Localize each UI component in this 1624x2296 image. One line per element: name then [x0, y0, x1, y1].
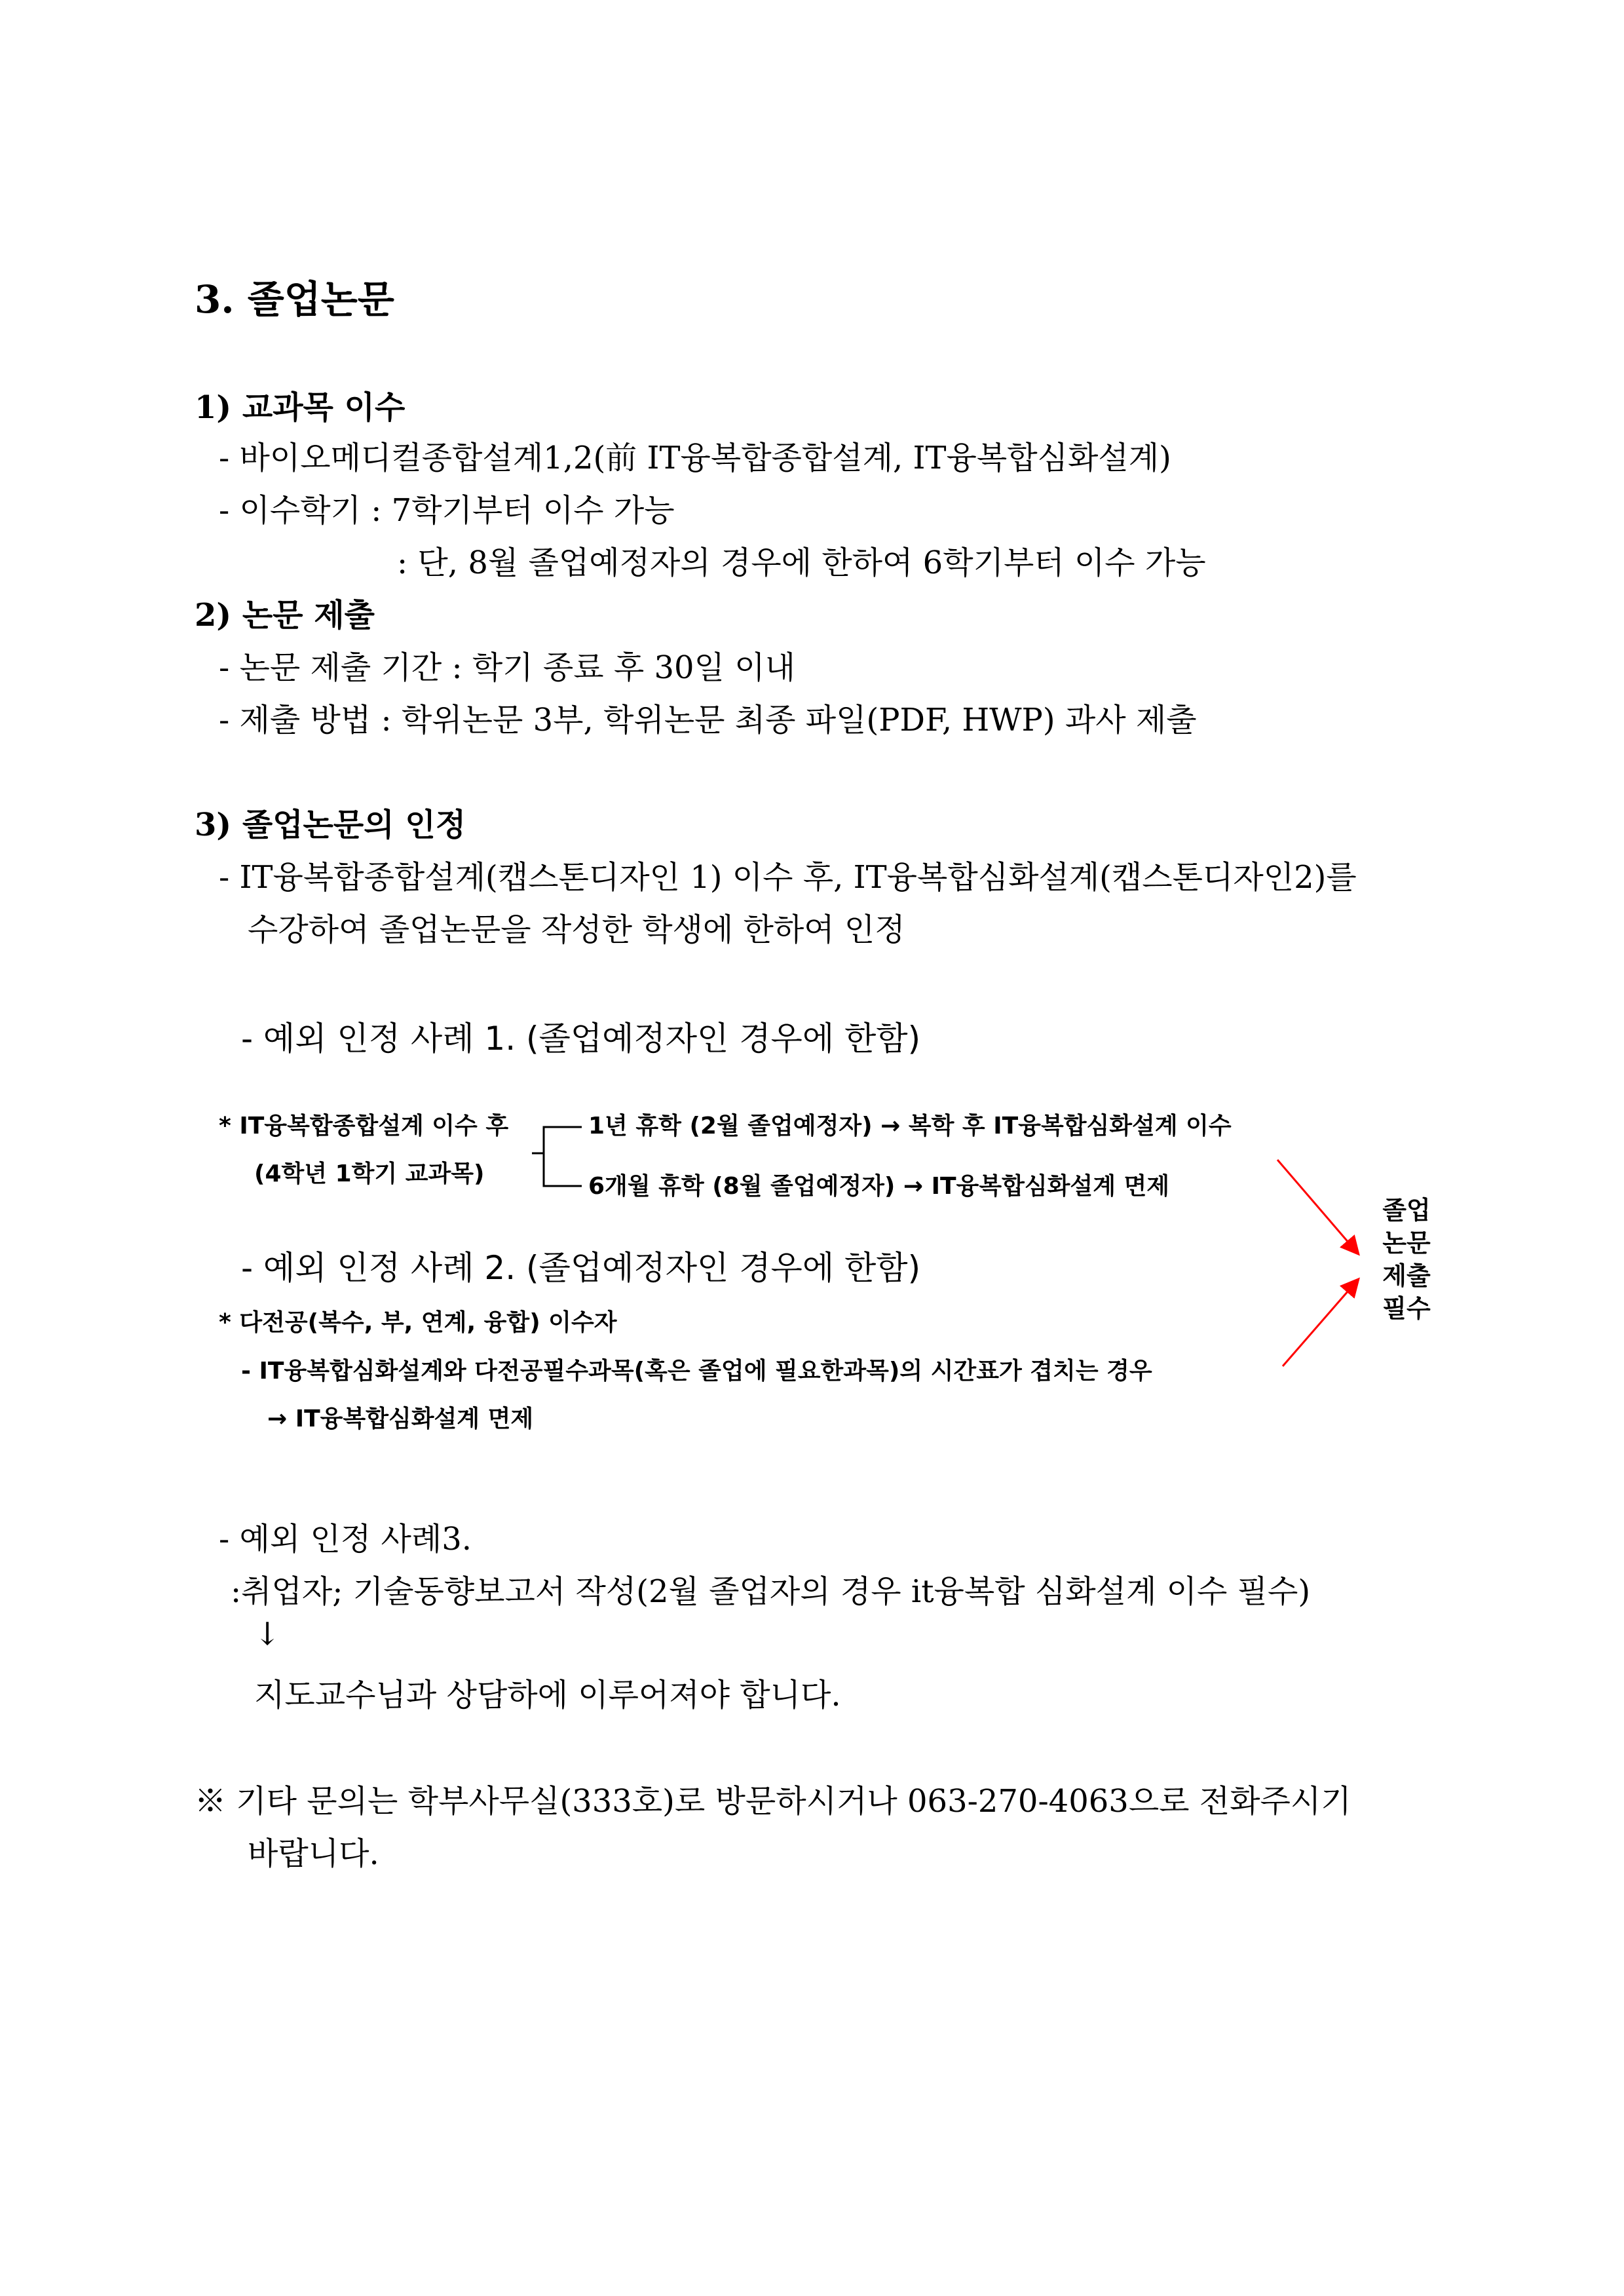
exception1-condition: * IT융복합종합설계 이수 후 — [219, 1113, 509, 1139]
exception2-condition: * 다전공(복수, 부, 연계, 융합) 이수자 — [219, 1309, 617, 1336]
exception2-line-2: → IT융복합심화설계 면제 — [267, 1406, 534, 1432]
recognition-heading: 3) 졸업논문의 인정 — [195, 807, 466, 843]
submission-line-1: - 논문 제출 기간 : 학기 종료 후 30일 이내 — [219, 649, 795, 686]
submission-heading: 2) 논문 제출 — [195, 597, 375, 634]
exception1-branch-2: 6개월 휴학 (8월 졸업예정자) → IT융복합심화설계 면제 — [588, 1173, 1170, 1200]
note-line-1: ※ 기타 문의는 학부사무실(333호)로 방문하시거나 063-270-4063으로 전화주시기 — [195, 1783, 1351, 1820]
submission-line-2: - 제출 방법 : 학위논문 3부, 학위논문 최종 파일(PDF, HWP) 과사 제출 — [219, 702, 1197, 738]
exception2-line-1: - IT융복합심화설계와 다전공필수과목(혹은 졸업에 필요한과목)의 시간표가 겹치는 경우 — [241, 1358, 1152, 1385]
red-arrow-from-exception2 — [1283, 1280, 1357, 1366]
exception2-title: - 예외 인정 사례 2. (졸업예정자인 경우에 한함) — [241, 1249, 921, 1287]
branch-bracket — [544, 1127, 582, 1186]
exception3-title: - 예외 인정 사례3. — [219, 1521, 472, 1558]
exception1-branch-1: 1년 휴학 (2월 졸업예정자) → 복학 후 IT융복합심화설계 이수 — [588, 1113, 1232, 1139]
recognition-line-1: - IT융복합종합설계(캡스톤디자인 1) 이수 후, IT융복합심화설계(캡스톤디자인2)를 — [219, 859, 1357, 896]
note-line-2: 바랍니다. — [248, 1835, 379, 1872]
red-arrow-from-exception1 — [1277, 1160, 1357, 1253]
exception3-line-1: :취업자; 기술동향보고서 작성(2월 졸업자의 경우 it융복합 심화설계 이수 필수) — [231, 1573, 1311, 1610]
courses-line-2: - 이수학기 : 7학기부터 이수 가능 — [219, 492, 675, 529]
exception3-line-2: 지도교수님과 상담하에 이루어져야 합니다. — [254, 1677, 841, 1713]
exception1-condition-sub: (4학년 1학기 교과목) — [254, 1160, 485, 1187]
side-note-label: 졸업 논문 제출 필수 — [1382, 1196, 1431, 1323]
courses-line-3: : 단, 8월 졸업예정자의 경우에 한하여 6학기부터 이수 가능 — [397, 545, 1206, 581]
recognition-line-2: 수강하여 졸업논문을 작성한 학생에 한하여 인정 — [248, 911, 905, 948]
exception1-title: - 예외 인정 사례 1. (졸업예정자인 경우에 한함) — [241, 1020, 921, 1058]
courses-heading: 1) 교과목 이수 — [195, 389, 406, 426]
exception3-arrow: ↓ — [254, 1616, 281, 1653]
page-title: 3. 졸업논문 — [195, 277, 394, 322]
courses-line-1: - 바이오메디컬종합설계1,2(前 IT융복합종합설계, IT융복합심화설계) — [219, 440, 1171, 476]
